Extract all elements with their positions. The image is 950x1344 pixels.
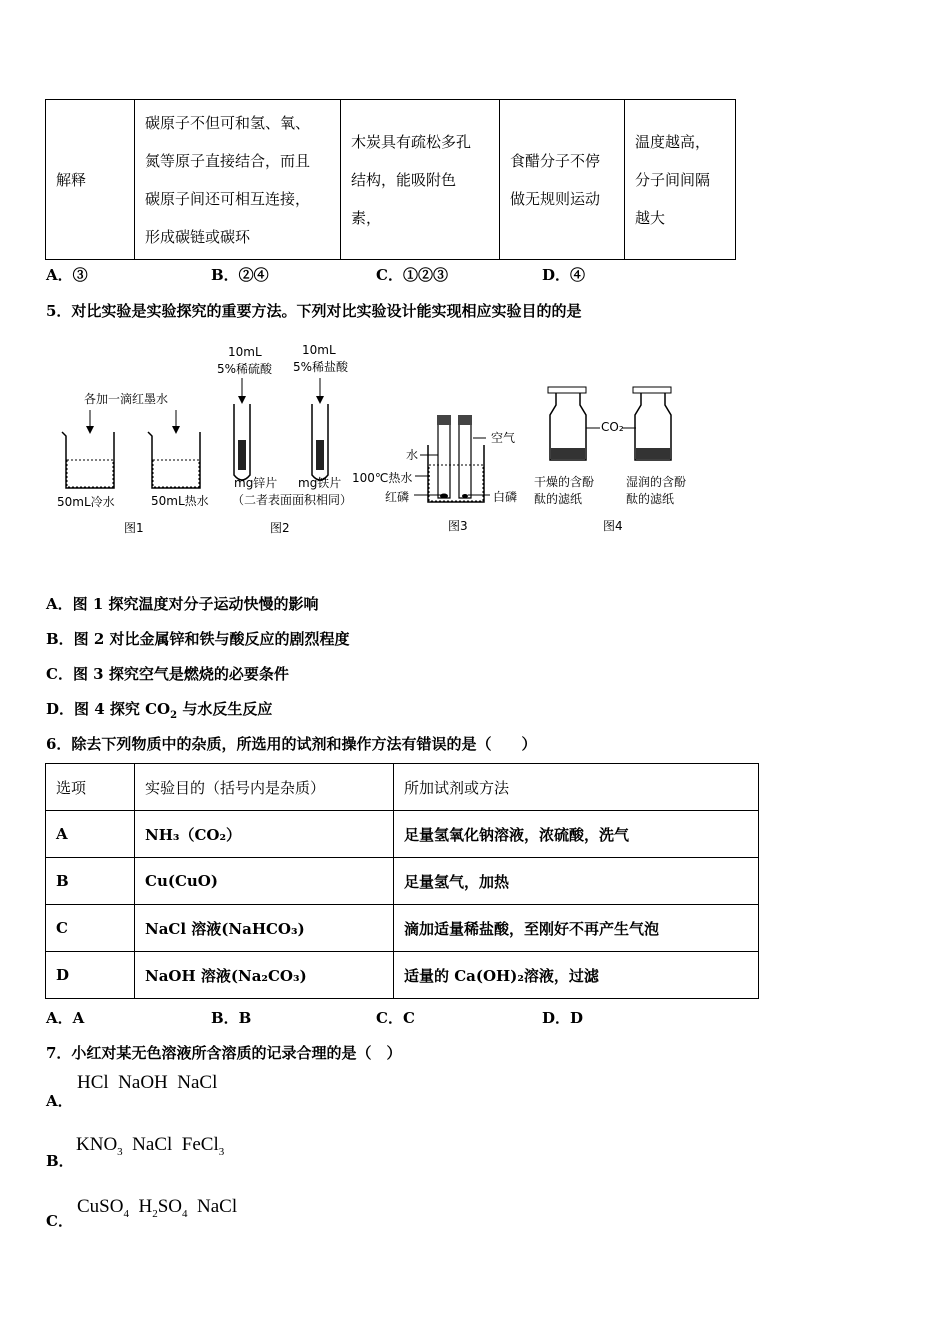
fig2-iron-label: mg铁片 — [298, 476, 342, 490]
fig4-dry-label-2: 酞的滤纸 — [534, 492, 583, 506]
row-purpose: Cu(CuO) — [135, 858, 394, 905]
q7-stem: 7．小红对某无色溶液所含溶质的记录合理的是（ ） — [46, 1044, 402, 1062]
q7-option-a-label[interactable]: A． — [46, 1092, 73, 1110]
q7-option-c-label[interactable]: C． — [46, 1212, 73, 1230]
fig4-gas-label: CO₂ — [601, 420, 624, 434]
fig3-caption: 图3 — [448, 519, 468, 533]
q7-option-b-label[interactable]: B． — [46, 1152, 74, 1170]
explanation-cell-2: 木炭具有疏松多孔 结构，能吸附色 素， — [341, 100, 500, 260]
row-label: 解释 — [46, 100, 135, 260]
experiment-figures — [0, 330, 950, 540]
fig3-white-phosphorus-label: 白磷 — [493, 490, 518, 504]
row-method: 适量的 Ca(OH)₂溶液，过滤 — [394, 952, 759, 999]
q7-option-a-formula: HCl NaOH NaCl — [77, 1072, 218, 1093]
q4-option-a[interactable]: A．③ — [46, 266, 88, 284]
q4-option-c[interactable]: C．①②③ — [376, 266, 448, 284]
fig1-top-label: 各加一滴红墨水 — [84, 392, 169, 406]
explanation-table — [45, 99, 736, 260]
fig2-zinc-label: mg锌片 — [234, 476, 278, 490]
fig3-hot-water-label: 100℃热水 — [352, 471, 413, 485]
row-option: C — [46, 905, 135, 952]
q4-option-b[interactable]: B．②④ — [211, 266, 269, 284]
row-purpose: NH₃（CO₂） — [135, 811, 394, 858]
table-row — [46, 952, 759, 999]
q5-option-c[interactable]: C．图 3 探究空气是燃烧的必要条件 — [46, 665, 289, 683]
row-option: D — [46, 952, 135, 999]
row-method: 足量氢氧化钠溶液，浓硫酸，洗气 — [394, 811, 759, 858]
q6-option-b[interactable]: B．B — [211, 1009, 252, 1027]
q7-option-b-formula: $KNO_3$ NaCl FeCl$_3$ — [76, 1134, 225, 1158]
figure-1 — [62, 410, 200, 488]
fig1-caption: 图1 — [124, 521, 144, 535]
q5-option-b[interactable]: B．图 2 对比金属锌和铁与酸反应的剧烈程度 — [46, 630, 350, 648]
q7-option-c-formula: CuSO$_4$ $H_2SO_4$ NaCl — [77, 1196, 238, 1220]
fig2-caption: 图2 — [270, 521, 290, 535]
q5-option-d[interactable]: D．图 4 探究 $CO_2$ 与水反生反应 — [46, 700, 273, 721]
figure-2 — [234, 378, 328, 480]
fig3-water-label: 水 — [406, 448, 419, 462]
table-row — [46, 905, 759, 952]
q6-table — [45, 763, 759, 999]
explanation-cell-3: 食醋分子不停 做无规则运动 — [500, 100, 625, 260]
explanation-cell-1: 碳原子不但可和氢、氧、 氮等原子直接结合，而且 碳原子间还可相互连接， 形成碳链或碳环 — [135, 100, 341, 260]
q5-stem: 5．对比实验是实验探究的重要方法。下列对比实验设计能实现相应实验目的的是 — [46, 302, 582, 320]
q5-option-a[interactable]: A．图 1 探究温度对分子运动快慢的影响 — [46, 595, 319, 613]
table-header-row — [46, 764, 759, 811]
fig2-acid2-name: 5%稀盐酸 — [293, 360, 349, 374]
table-row — [46, 811, 759, 858]
fig3-air-label: 空气 — [491, 431, 516, 445]
q6-stem: 6．除去下列物质中的杂质，所选用的试剂和操作方法有错误的是（ ） — [46, 735, 537, 753]
q4-option-d[interactable]: D．④ — [542, 266, 586, 284]
fig1-hot-label: 50mL热水 — [151, 494, 209, 508]
fig2-acid1-volume: 10mL — [228, 345, 262, 359]
row-option: A — [46, 811, 135, 858]
row-option: B — [46, 858, 135, 905]
table-row — [46, 858, 759, 905]
explanation-cell-4: 温度越高， 分子间间隔 越大 — [625, 100, 736, 260]
figure-3 — [414, 415, 490, 502]
row-purpose: NaCl 溶液(NaHCO₃) — [135, 905, 394, 952]
fig1-cold-label: 50mL冷水 — [57, 495, 115, 509]
fig4-wet-label-1: 湿润的含酚 — [626, 475, 687, 489]
q6-option-d[interactable]: D．D — [542, 1009, 584, 1027]
fig4-dry-label-1: 干燥的含酚 — [534, 475, 595, 489]
q6-option-a[interactable]: A．A — [46, 1009, 85, 1027]
fig2-acid2-volume: 10mL — [302, 343, 336, 357]
fig2-acid1-name: 5%稀硫酸 — [217, 362, 273, 376]
row-method: 滴加适量稀盐酸，至刚好不再产生气泡 — [394, 905, 759, 952]
fig4-caption: 图4 — [603, 519, 623, 533]
header-purpose: 实验目的（括号内是杂质） — [135, 764, 394, 811]
row-purpose: NaOH 溶液(Na₂CO₃) — [135, 952, 394, 999]
fig2-note: （二者表面面积相同） — [232, 493, 353, 507]
header-method: 所加试剂或方法 — [394, 764, 759, 811]
row-method: 足量氢气，加热 — [394, 858, 759, 905]
q6-option-c[interactable]: C．C — [376, 1009, 415, 1027]
header-option: 选项 — [46, 764, 135, 811]
fig3-red-phosphorus-label: 红磷 — [385, 490, 410, 504]
fig4-wet-label-2: 酞的滤纸 — [626, 492, 675, 506]
